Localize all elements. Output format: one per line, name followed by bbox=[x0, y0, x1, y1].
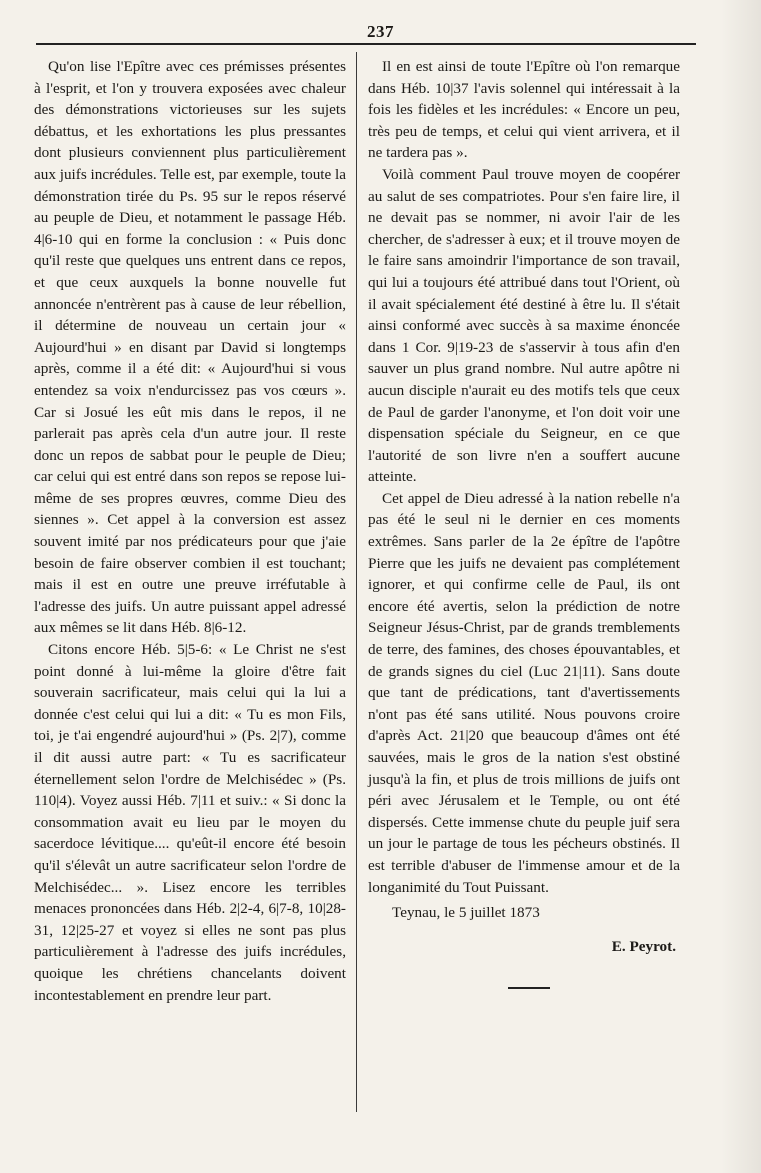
paragraph: Qu'on lise l'Epître avec ces prémisses présentes à l'esprit, et l'on y trouvera exposées avec chaleur des démonstrations victorieuses sur les sujets débattus, et les exhortations les plus pressantes dont plusieurs conviennent plus particulièrement aux juifs incrédules. Telle est, par exemple, toute la démonstration tirée du Ps. 95 sur le repos réservé au peuple de Dieu, et notamment le passage Héb. 4|6-10 qui en forme la conclusion : « Puis donc qu'il reste que quelques uns entrent dans ce repos, et que ceux auxquels la bonne nouvelle fut annoncée n'entrèrent pas à cause de leur rébellion, il détermine de nouveau un certain jour « Aujourd'hui » en disant par David si longtemps après, comme il a été dit: « Aujourd'hui si vous entendez sa voix n'endurcissez pas vos cœurs ». Car si Josué les eût mis dans le repos, il ne parlerait pas après cela d'un autre jour. Il reste donc un repos de sabbat pour le peuple de Dieu; car celui qui est entré dans son repos se repose lui-même de ses propres œuvres, comme Dieu des siennes ». Cet appel à la conversion est assez souvent imité par nos prédicateurs pour que j'aie besoin de faire observer combien il est touchant; mais il est en outre une preuve irréfutable à l'adresse des juifs. Un autre puissant appel adressé aux mêmes se lit dans Héb. 8|6-12. bbox=[34, 58, 347, 637]
end-ornament bbox=[508, 987, 550, 989]
page-number: 237 bbox=[367, 22, 394, 41]
left-column bbox=[34, 56, 346, 1006]
paragraph: Citons encore Héb. 5|5-6: « Le Christ ne s'est point donné à lui-même la gloire d'être fait souverain sacrificateur, mais celui qui la lui a donnée c'est celui qui lui a dit: « Tu es mon Fils, toi, je t'ai engendré aujourd'hui » (Ps. 2|7), comme il dit aussi autre part: « Tu es sacrificateur éternellement selon l'ordre de Melchisédec » (Ps. 110|4). Voyez aussi Héb. 7|11 et suiv.: « Si donc la consommation avait eu lieu par le moyen du sacerdoce lévitique.... qu'eût-il encore été besoin qu'il s'élevât un autre sacrificateur selon l'ordre de Melchisédec... ». Lisez encore les terribles menaces prononcées dans Héb. 2|2-4, 6|7-8, 10|28-31, 12|25-27 et voyez si elles ne sont pas plus particulièrement à l'adresse des juifs incrédules, quoique les chrétiens chancelants doivent incontestablement en prendre leur part. bbox=[34, 641, 346, 1004]
paragraph: Cet appel de Dieu adressé à la nation rebelle n'a pas été le seul ni le dernier en ces moments extrêmes. Sans parler de la 2e épître de l'apôtre Pierre que les juifs ne devaient pas complétement ignorer, et qui confirme celle de Paul, ils ont encore été avertis, selon la prédiction de notre Seigneur Jésus-Christ, par de grands tremblements de terre, des famines, des choses épouvantables, et de grands signes du ciel (Luc 21|11). Sans doute que tant de prédications, tant d'avertissements n'ont pas été sans utilité. Nous pouvons croire d'après Act. 21|20 que beaucoup d'âmes ont été sauvées, mais le gros de la nation s'est obstiné jusqu'à la fin, et plus de trois millions de juifs ont péri avec Jérusalem et le Temple, ou ont été dispersés. Cette immense chute du peuple juif sera un jour le partage de tous les pécheurs obstinés. Il est terrible d'abuser de l'immense amour et de la longanimité du Tout Puissant. bbox=[368, 489, 680, 896]
signature: E. Peyrot. bbox=[611, 937, 676, 955]
page-edge-shadow bbox=[721, 0, 761, 1173]
dateline: Teynau, le 5 juillet 1873 bbox=[392, 904, 540, 922]
right-column bbox=[368, 56, 680, 989]
column-divider bbox=[356, 52, 357, 1112]
header-rule bbox=[36, 43, 696, 45]
paragraph: Il en est ainsi de toute l'Epître où l'on remarque dans Héb. 10|37 l'avis solennel qui intéressait à la fois les fidèles et les incrédules: « Encore un peu, très peu de temps, et celui qui vient arrivera, et il ne tardera pas ». bbox=[368, 58, 680, 162]
paragraph: Voilà comment Paul trouve moyen de coopérer au salut de ses compatriotes. Pour s'en faire lire, il ne devait pas se nommer, ni avoir l'air de les chercher, de s'adresser à eux; et il trouve moyen de le faire sans amoindrir l'importance de son travail, qui lui a toujours été attribué dans tout l'Orient, où il avait spécialement été destiné à être lu. Il s'était ainsi conformé avec succès à sa maxime énoncée dans 1 Cor. 9|19-23 de s'asservir à tous afin d'en sauver un plus grand nombre. Nul autre apôtre ni aucun disciple n'aurait eu des motifs tels que ceux de Paul de garder l'anonyme, et l'on doit voir une dispensation spéciale du Seigneur, en ce que l'autorité de son livre n'en a souffert aucune atteinte. bbox=[368, 165, 680, 486]
